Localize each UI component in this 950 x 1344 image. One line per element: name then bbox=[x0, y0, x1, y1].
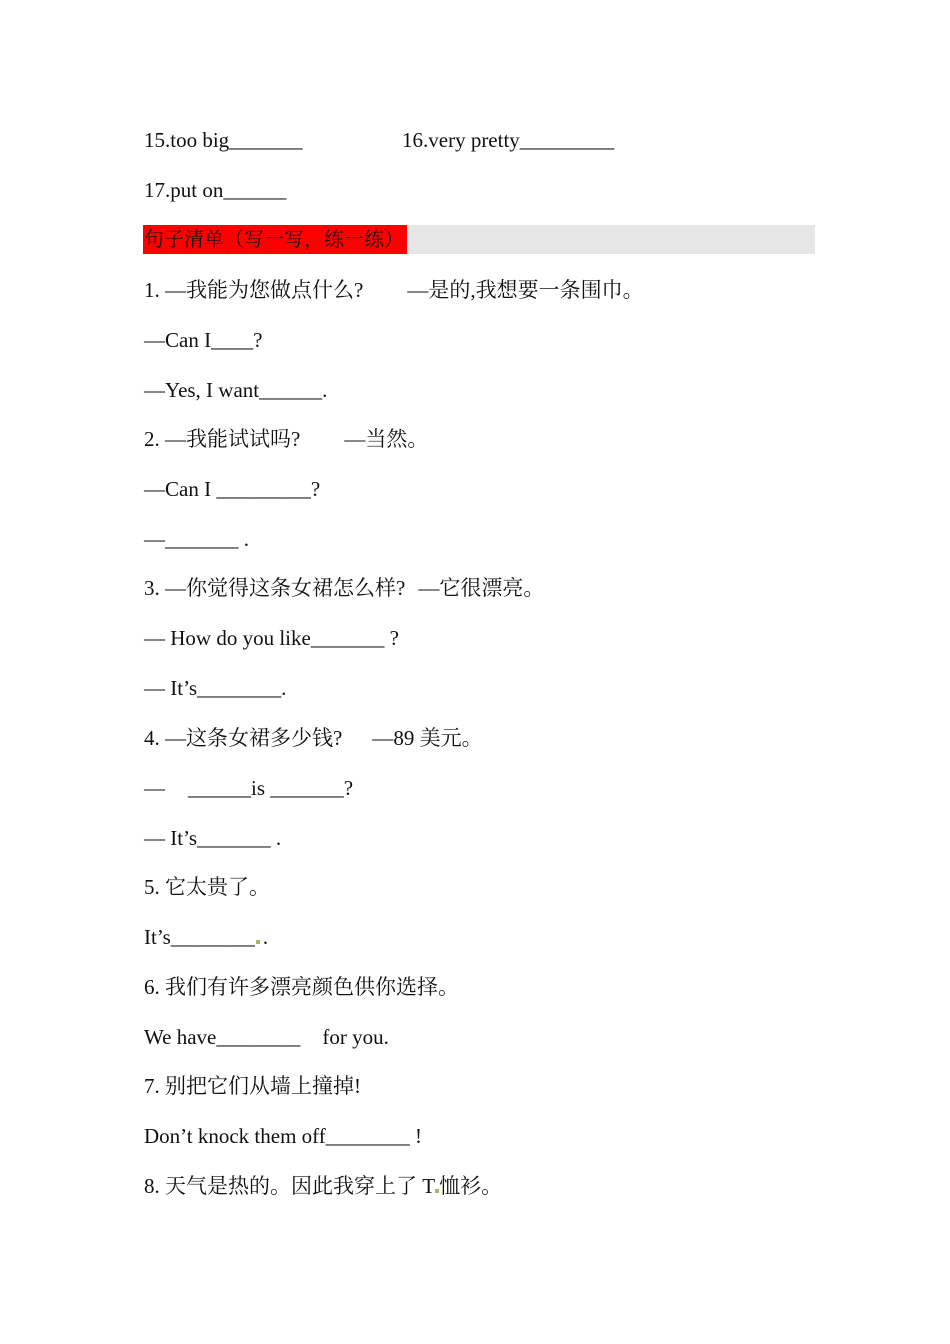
sentence-4-answer-question bbox=[144, 774, 353, 802]
sentence-4-answer-reply: — It’s_______ . bbox=[144, 826, 282, 850]
sentence-5-answer bbox=[144, 923, 268, 951]
sentence-4-prompt bbox=[144, 724, 483, 752]
sentence-2-prompt bbox=[144, 425, 428, 453]
sentence-8-prompt bbox=[144, 1172, 502, 1200]
sentence-4-answer-dash: — bbox=[144, 776, 165, 800]
sentence-8-prompt-start: 8. 天气是热的。因此我穿上了 T bbox=[144, 1174, 436, 1198]
sentence-5-answer-blank: It’s________ bbox=[144, 925, 255, 949]
sentence-3-prompt-question: 3. —你觉得这条女裙怎么样? bbox=[144, 576, 406, 600]
sentence-5-prompt: 5. 它太贵了。 bbox=[144, 875, 270, 899]
sentence-2-prompt-reply: —当然。 bbox=[344, 427, 429, 451]
vocab-item-17: 17.put on______ bbox=[144, 178, 287, 202]
sentence-3-answer-reply: — It’s________. bbox=[144, 676, 287, 700]
vocab-item-16: 16.very pretty_________ bbox=[402, 128, 615, 152]
section-heading: 句子清单（写一写，练一练） bbox=[143, 225, 407, 254]
sentence-2-prompt-question: 2. —我能试试吗? bbox=[144, 427, 301, 451]
section-heading-band bbox=[143, 225, 815, 254]
sentence-1-answer-reply: —Yes, I want______. bbox=[144, 378, 328, 402]
sentence-7-prompt: 7. 别把它们从墙上撞掉! bbox=[144, 1074, 361, 1098]
sentence-6-answer-end: for you. bbox=[322, 1025, 389, 1049]
sentence-7-answer: Don’t knock them off________ ! bbox=[144, 1124, 423, 1148]
sentence-4-prompt-reply: —89 美元。 bbox=[372, 726, 483, 750]
sentence-2-answer-question: —Can I _________? bbox=[144, 477, 321, 501]
sentence-1-prompt-reply: —是的,我想要一条围巾。 bbox=[407, 278, 644, 302]
sentence-6-answer bbox=[144, 1023, 389, 1051]
sentence-1-prompt-question: 1. —我能为您做点什么? bbox=[144, 278, 364, 302]
sentence-1-answer-question: —Can I____? bbox=[144, 328, 263, 352]
sentence-5-answer-period: . bbox=[262, 925, 269, 949]
sentence-1-prompt bbox=[144, 276, 644, 304]
sentence-2-answer-reply: —_______ . bbox=[144, 527, 249, 551]
sentence-3-answer-question: — How do you like_______ ? bbox=[144, 626, 399, 650]
sentence-3-prompt bbox=[144, 574, 544, 602]
sentence-6-answer-blank: We have________ bbox=[144, 1025, 301, 1049]
sentence-6-prompt: 6. 我们有许多漂亮颜色供你选择。 bbox=[144, 975, 459, 999]
vocab-item-15: 15.too big_______ bbox=[144, 128, 303, 152]
sentence-4-answer-blanks: ______is _______? bbox=[188, 776, 354, 800]
sentence-8-prompt-end: 恤衫。 bbox=[439, 1174, 503, 1198]
sentence-3-prompt-reply: —它很漂亮。 bbox=[418, 576, 545, 600]
highlight-dot-mark bbox=[256, 940, 260, 944]
sentence-4-prompt-question: 4. —这条女裙多少钱? bbox=[144, 726, 343, 750]
